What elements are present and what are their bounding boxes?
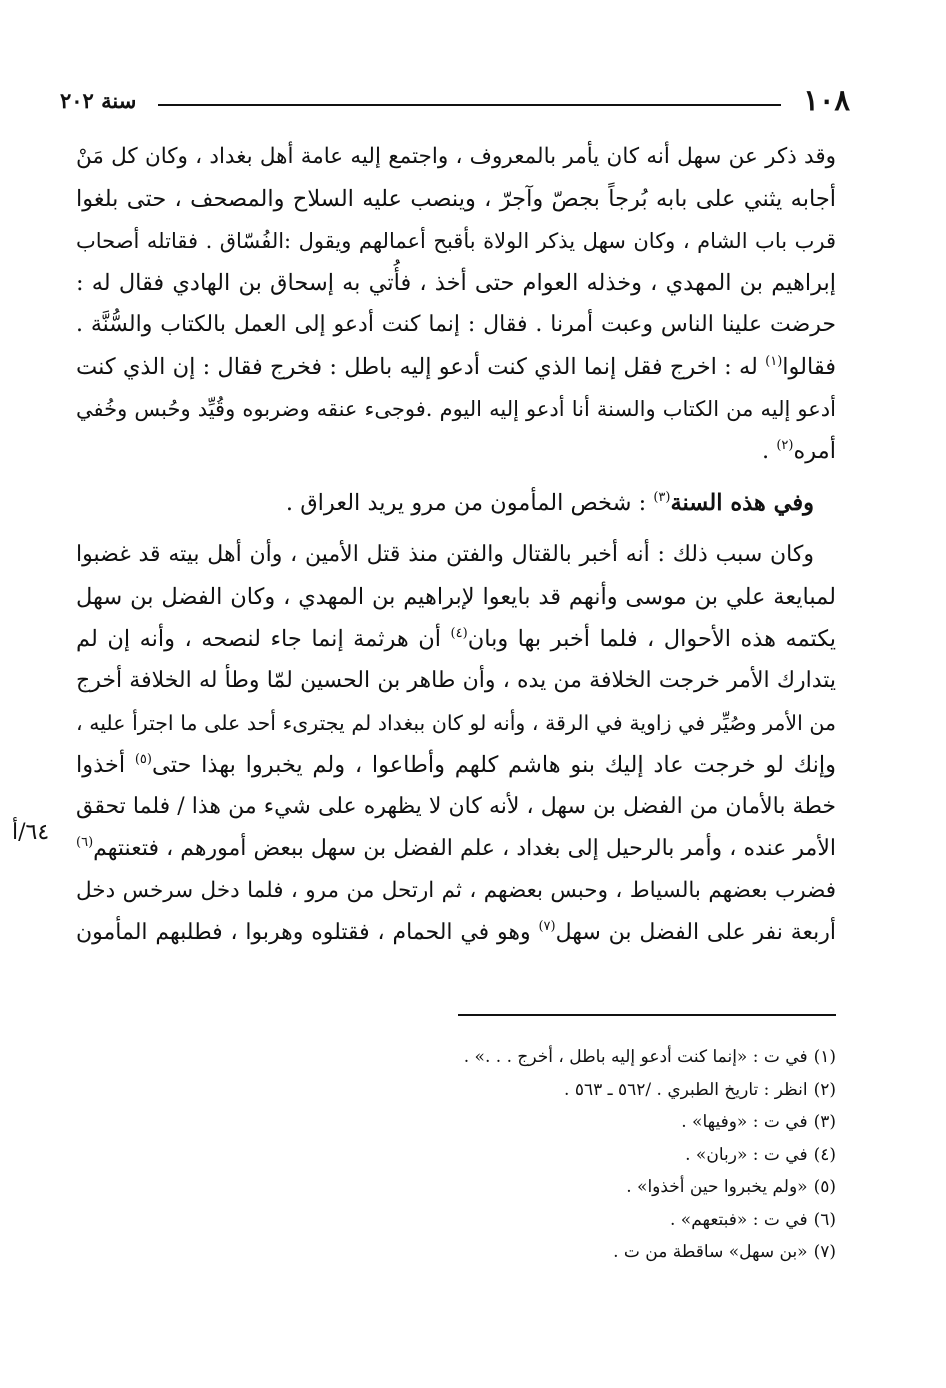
footnote-ref: (٤) xyxy=(450,626,468,641)
footnote-text: «ولم يخبروا حين أخذوا» . xyxy=(626,1177,808,1197)
text-line: خطة بالأمان من الفضل بن سهل ، لأنه كان لا يظهره على شيء من هذا / فلما تحقق xyxy=(76,794,836,819)
text-line: وقد ذكر عن سهل أنه كان يأمر بالمعروف ، واجتمع إليه عامة أهل بغداد ، وكان كل مَنْ xyxy=(76,144,836,169)
text-line: لمبايعة علي بن موسى وأنهم قد بايعوا لإبراهيم بن المهدي ، وكان الفضل بن سهل xyxy=(76,584,836,610)
text-segment: أن هرثمة إنما جاء لنصحه ، وأنه إن لم xyxy=(76,626,451,652)
footnote-item xyxy=(300,1074,836,1107)
text-line xyxy=(76,912,836,954)
text-segment: الأمر عنده ، وأمر بالرحيل إلى بغداد ، علم الفضل بن سهل ببعض أمورهم ، فتعنتهم xyxy=(93,836,836,861)
text-segment: أمره xyxy=(793,438,836,464)
footnote-item xyxy=(300,1236,836,1269)
text-line: إبراهيم بن المهدي ، وخذله العوام حتى أخذ ، فأُتي به إسحاق بن الهادي فقال له : xyxy=(76,270,836,296)
text-segment: . xyxy=(762,438,777,464)
footnote-ref: (٢) xyxy=(776,438,794,453)
text-segment: : شخص المأمون من مرو يريد العراق . xyxy=(285,490,654,516)
footnote-text: في ت : «إنما كنت أدعو إليه باطل ، أخرج . . .» . xyxy=(463,1047,808,1067)
text-line: يتدارك الأمر خرجت الخلافة من يده ، وأن طاهر بن الحسين لمّا وطأ له الخلافة أخرج xyxy=(76,668,836,693)
text-line xyxy=(76,618,836,660)
footnote-number: (٦) xyxy=(813,1209,836,1230)
footnote-text: «بن سهل» ساقطة من ت . xyxy=(613,1242,808,1262)
margin-folio-note: ٦٤/أ xyxy=(12,820,50,845)
footnote-number: (٣) xyxy=(813,1112,836,1132)
text-segment: له : اخرج فقل إنما الذي كنت أدعو إليه باطل : فخرج فقال : إن الذي كنت xyxy=(76,354,766,380)
year-label: سنة ٢٠٢ xyxy=(60,87,137,113)
page-header xyxy=(60,80,850,120)
footnote-number: (٢) xyxy=(813,1079,836,1100)
text-segment: أخذوا xyxy=(76,752,135,778)
text-line: وكان سبب ذلك : أنه أخبر بالقتال والفتن منذ قتل الأمين ، وأن أهل بيته قد غضبوا xyxy=(76,542,814,567)
footnote-number: (٤) xyxy=(813,1144,836,1165)
text-line xyxy=(76,346,836,388)
footnote-item xyxy=(300,1106,836,1139)
footnote-ref: (٦) xyxy=(76,835,94,850)
text-line: من الأمر وصُيِّر في زاوية في الرقة ، وأنه لو كان ببغداد لم يجترىء أحد على ما اجترأ عليه ، xyxy=(76,711,836,735)
footnote-number: (٧) xyxy=(813,1242,836,1262)
footnote-text: انظر : تاريخ الطبري . /٥٦٢ ـ ٥٦٣ . xyxy=(564,1079,808,1100)
text-line: حرضت علينا الناس وعبت أمرنا . فقال : إنما كنت أدعو إلى العمل بالكتاب والسُّنَّة . xyxy=(76,312,836,337)
section-heading: وفي هذه السنة xyxy=(670,490,814,516)
footnote-number: (١) xyxy=(813,1047,836,1067)
footnote-item xyxy=(300,1139,836,1172)
footnote-text: في ت : «فبتعهم» . xyxy=(669,1209,808,1230)
header-rule xyxy=(158,104,781,106)
text-line xyxy=(76,482,836,524)
text-line xyxy=(76,828,836,870)
footnote-item xyxy=(300,1171,836,1204)
text-line xyxy=(76,430,836,472)
main-text xyxy=(76,136,836,954)
footnote-ref: (٥) xyxy=(134,752,152,767)
text-segment: فقالوا xyxy=(782,354,836,380)
text-segment: أربعة نفر على الفضل بن سهل xyxy=(555,920,836,945)
text-line: فضرب بعضهم بالسياط ، وحبس بعضهم ، ثم ارتحل من مرو ، فلما دخل سرخس دخل xyxy=(76,878,836,903)
text-line: قرب باب الشام ، وكان سهل يذكر الولاة بأقبح أعمالهم ويقول :الفُسّاق . فقاتله أصحاب xyxy=(76,229,836,253)
text-line: أدعو إليه من الكتاب والسنة أنا أدعو إليه اليوم .فوجىء عنقه وضربوه وقُيِّد وحُبس وخُفي xyxy=(76,397,836,421)
footnote-separator xyxy=(458,1014,836,1016)
text-line: أجابه يثني على بابه بُرجاً بجصّ وآجرّ ، وينصب عليه السلاح والمصحف ، حتى بلغوا xyxy=(76,186,836,212)
page-number: ١٠٨ xyxy=(803,83,850,117)
footnote-number: (٥) xyxy=(813,1177,836,1197)
text-segment: يكتمه هذه الأحوال ، فلما أخبر بها وبان xyxy=(467,626,837,652)
footnote-ref: (٣) xyxy=(653,490,671,505)
text-line xyxy=(76,744,836,786)
footnote-item xyxy=(300,1204,836,1237)
text-segment: وهو في الحمام ، فقتلوه وهربوا ، فطلبهم المأمون xyxy=(76,920,539,945)
footnote-ref: (٧) xyxy=(538,919,556,934)
footnote-text: في ت : «ربان» . xyxy=(685,1144,808,1165)
footnote-item xyxy=(300,1041,836,1074)
footnote-text: في ت : «وفيها» . xyxy=(681,1112,808,1132)
footnote-ref: (١) xyxy=(765,354,783,369)
footnotes xyxy=(300,1041,836,1269)
text-segment: وإنك لو خرجت عاد إليك بنو هاشم كلهم وأطاعوا ، ولم يخبروا بهذا حتى xyxy=(151,752,836,778)
